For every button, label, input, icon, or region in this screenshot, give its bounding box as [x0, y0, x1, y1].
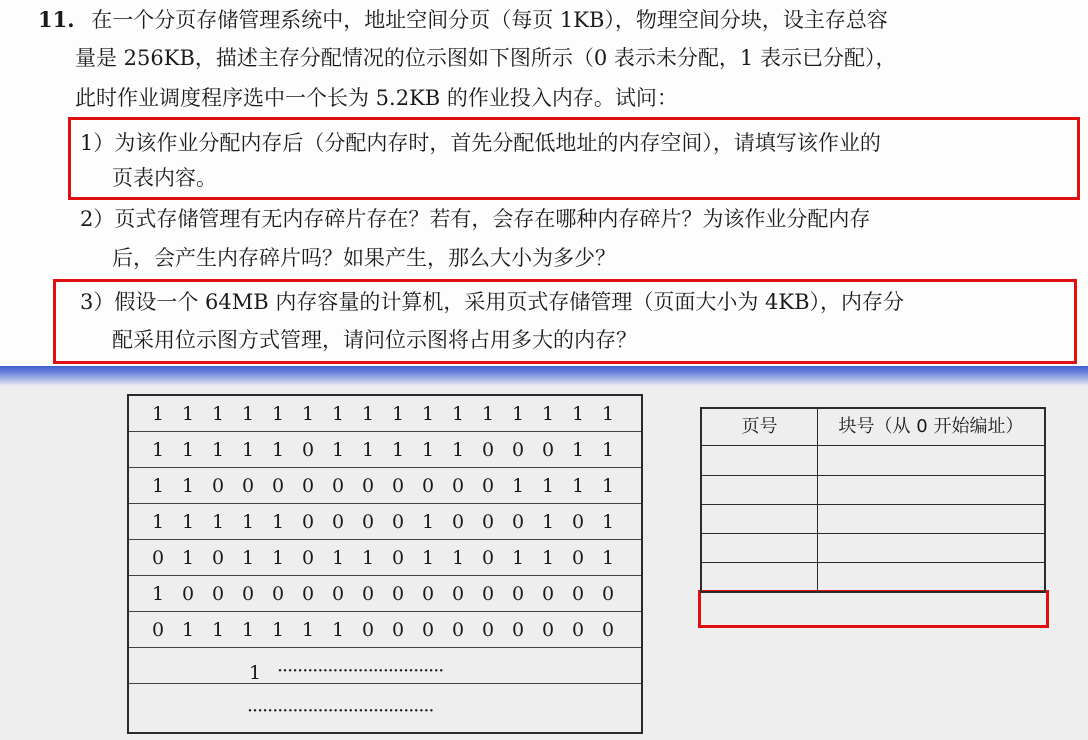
bitmap-bit: 0	[151, 619, 165, 641]
bitmap-bit: 1	[151, 439, 165, 461]
bitmap-bit: 0	[541, 619, 555, 641]
bitmap-bit: 0	[211, 583, 225, 605]
bitmap-bit: 0	[331, 475, 345, 497]
page-table	[700, 407, 1046, 593]
bitmap-bit: 0	[301, 439, 315, 461]
bitmap-bit: 1	[241, 511, 255, 533]
bitmap-bit: 0	[391, 511, 405, 533]
bitmap-bit: 1	[241, 547, 255, 569]
page-table-row-line	[702, 475, 1044, 476]
bitmap-bit: 1	[571, 403, 585, 425]
bitmap-bit: 1	[211, 439, 225, 461]
bitmap-row	[129, 396, 641, 432]
bitmap-bit: 1	[211, 511, 225, 533]
bitmap-bit: 0	[211, 547, 225, 569]
bitmap-bit: 0	[481, 583, 495, 605]
bitmap-row-ellipsis	[129, 690, 641, 726]
bitmap-bit: 0	[361, 511, 375, 533]
bitmap-bit: 0	[331, 511, 345, 533]
bitmap-bit: 1	[451, 439, 465, 461]
bitmap-bit: 1	[151, 403, 165, 425]
sub-question-3-text-2: 配采用位示图方式管理，请问位示图将占用多大的内存？	[112, 328, 637, 352]
bitmap-bit: 1	[151, 511, 165, 533]
page-table-row-line	[702, 504, 1044, 505]
bitmap-bit: 0	[301, 475, 315, 497]
bitmap-bit: 1	[601, 439, 615, 461]
bitmap-bit: 1	[601, 547, 615, 569]
sub-question-2-label: 2）	[80, 207, 115, 231]
question-line-1	[38, 7, 888, 33]
bitmap-bit: 1	[271, 511, 285, 533]
page-table-row-line	[702, 562, 1044, 563]
bitmap-bit: 1	[211, 619, 225, 641]
sub-question-2-text-2: 后，会产生内存碎片吗？如果产生，那么大小为多少？	[112, 246, 616, 270]
bitmap-row	[129, 504, 641, 540]
bitmap-bit: 0	[601, 619, 615, 641]
bitmap-bit: 0	[451, 511, 465, 533]
question-number: 11.	[38, 7, 75, 32]
bitmap-row	[129, 468, 641, 504]
bitmap-figure	[127, 394, 643, 734]
bitmap-ellipsis-dots: ·····································	[247, 700, 434, 722]
bitmap-bit: 1	[271, 403, 285, 425]
bitmap-bit: 0	[331, 583, 345, 605]
bitmap-bit: 0	[481, 547, 495, 569]
bitmap-bit: 1	[241, 403, 255, 425]
bitmap-bit: 0	[481, 511, 495, 533]
sub-question-1-text-2: 页表内容。	[112, 166, 217, 190]
bitmap-bit: 0	[151, 547, 165, 569]
bitmap-row	[129, 612, 641, 648]
bitmap-row	[129, 576, 641, 612]
bitmap-bit: 0	[571, 547, 585, 569]
sub-question-1-text-1: 为该作业分配内存后（分配内存时，首先分配低地址的内存空间），请填写该作业的	[114, 131, 881, 155]
page-table-divider	[817, 409, 818, 591]
bitmap-bit: 1	[511, 475, 525, 497]
bitmap-bit: 1	[181, 475, 195, 497]
bitmap-bit: 1	[541, 511, 555, 533]
bitmap-bit: 0	[451, 475, 465, 497]
highlight-box-page-table-row	[698, 590, 1049, 628]
intro-line-3: 此时作业调度程序选中一个长为 5.2KB 的作业投入内存。试问：	[75, 86, 678, 110]
bitmap-bit: 0	[511, 619, 525, 641]
bitmap-bit: 1	[391, 403, 405, 425]
bitmap-bit: 1	[181, 403, 195, 425]
bitmap-bit: 0	[241, 475, 255, 497]
bitmap-bit: 0	[601, 583, 615, 605]
bitmap-continuation-dots: ·································	[277, 660, 444, 682]
bitmap-bit: 0	[271, 475, 285, 497]
bitmap-bit: 0	[571, 511, 585, 533]
bitmap-bit: 1	[181, 619, 195, 641]
intro-line-2: 量是 256KB，描述主存分配情况的位示图如下图所示（0 表示未分配，1 表示已分配），	[75, 46, 897, 70]
bitmap-row	[129, 540, 641, 576]
image-seam	[0, 366, 1088, 386]
bitmap-bit: 1	[451, 403, 465, 425]
bitmap-bit: 0	[571, 619, 585, 641]
bitmap-bit: 1	[541, 475, 555, 497]
bitmap-bit: 1	[151, 583, 165, 605]
bitmap-bit: 1	[301, 403, 315, 425]
bitmap-bit: 0	[451, 619, 465, 641]
bitmap-bit: 1	[511, 403, 525, 425]
bitmap-continuation-bit: 1	[249, 662, 261, 684]
bitmap-bit: 0	[361, 475, 375, 497]
bitmap-bit: 1	[451, 547, 465, 569]
bitmap-bit: 1	[421, 511, 435, 533]
bitmap-bit: 1	[331, 547, 345, 569]
sub-question-2-text-1: 页式存储管理有无内存碎片存在？若有，会存在哪种内存碎片？为该作业分配内存	[114, 207, 871, 231]
bitmap-bit: 1	[391, 439, 405, 461]
bitmap-bit: 0	[241, 583, 255, 605]
bitmap-bit: 0	[511, 583, 525, 605]
bitmap-bit: 0	[511, 439, 525, 461]
page-table-row-line	[702, 533, 1044, 534]
bitmap-bit: 1	[601, 511, 615, 533]
bitmap-bit: 1	[331, 439, 345, 461]
bitmap-bit: 0	[511, 511, 525, 533]
bitmap-bit: 0	[391, 475, 405, 497]
block-number-header: 块号（从 0 开始编址）	[838, 416, 1024, 437]
bitmap-bit: 1	[331, 619, 345, 641]
sub-question-2-line-1	[80, 206, 870, 232]
bitmap-bit: 0	[391, 619, 405, 641]
bitmap-bit: 0	[481, 475, 495, 497]
bitmap-bit: 1	[481, 403, 495, 425]
bitmap-bit: 0	[421, 475, 435, 497]
bitmap-bit: 0	[481, 619, 495, 641]
bitmap-bit: 1	[601, 403, 615, 425]
bitmap-bit: 1	[421, 403, 435, 425]
bitmap-bit: 1	[361, 403, 375, 425]
bitmap-bit: 1	[271, 547, 285, 569]
bitmap-bit: 0	[211, 475, 225, 497]
bitmap-bit: 1	[421, 547, 435, 569]
bitmap-bit: 1	[571, 475, 585, 497]
bitmap-bit: 0	[451, 583, 465, 605]
bitmap-bit: 1	[271, 619, 285, 641]
bitmap-bit: 0	[481, 439, 495, 461]
bitmap-bit: 0	[361, 619, 375, 641]
bitmap-bit: 1	[601, 475, 615, 497]
bitmap-bit: 1	[361, 547, 375, 569]
bitmap-bit: 0	[541, 439, 555, 461]
bitmap-bit: 1	[181, 511, 195, 533]
bitmap-bit: 1	[511, 547, 525, 569]
bitmap-bit: 1	[541, 403, 555, 425]
bitmap-bit: 1	[361, 439, 375, 461]
bitmap-bit: 0	[361, 583, 375, 605]
sub-question-3-text-1: 假设一个 64MB 内存容量的计算机，采用页式存储管理（页面大小为 4KB），内存分	[114, 290, 905, 314]
bitmap-bit: 1	[571, 439, 585, 461]
bitmap-bit: 0	[571, 583, 585, 605]
bitmap-bit: 0	[391, 583, 405, 605]
bitmap-bit: 0	[181, 583, 195, 605]
bitmap-bit: 1	[241, 619, 255, 641]
bitmap-bit: 1	[331, 403, 345, 425]
page-table-row-line	[702, 445, 1044, 446]
bitmap-bit: 1	[271, 439, 285, 461]
bitmap-bit: 1	[181, 439, 195, 461]
bitmap-bit: 0	[421, 583, 435, 605]
bitmap-bit: 0	[271, 583, 285, 605]
bitmap-bit: 0	[301, 583, 315, 605]
intro-line-1: 在一个分页存储管理系统中，地址空间分页（每页 1KB），物理空间分块，设主存总容	[91, 8, 888, 32]
sub-question-1-label: 1）	[80, 131, 115, 155]
bitmap-bit: 0	[301, 511, 315, 533]
highlight-box-sub-question-1	[68, 117, 1080, 200]
bitmap-bit: 1	[541, 547, 555, 569]
bitmap-bit: 1	[301, 619, 315, 641]
bitmap-bit: 1	[211, 403, 225, 425]
page-number-header: 页号	[741, 416, 778, 437]
sub-question-3-label: 3）	[80, 290, 115, 314]
bitmap-bit: 1	[421, 439, 435, 461]
bitmap-bit: 0	[301, 547, 315, 569]
bitmap-bit: 1	[241, 439, 255, 461]
bitmap-bit: 1	[151, 475, 165, 497]
bitmap-bit: 1	[181, 547, 195, 569]
bitmap-bit: 0	[391, 547, 405, 569]
bitmap-bit: 0	[421, 619, 435, 641]
bitmap-bit: 0	[541, 583, 555, 605]
highlight-box-sub-question-3	[53, 279, 1077, 364]
bitmap-row	[129, 432, 641, 468]
bitmap-row-continuation	[129, 648, 641, 684]
